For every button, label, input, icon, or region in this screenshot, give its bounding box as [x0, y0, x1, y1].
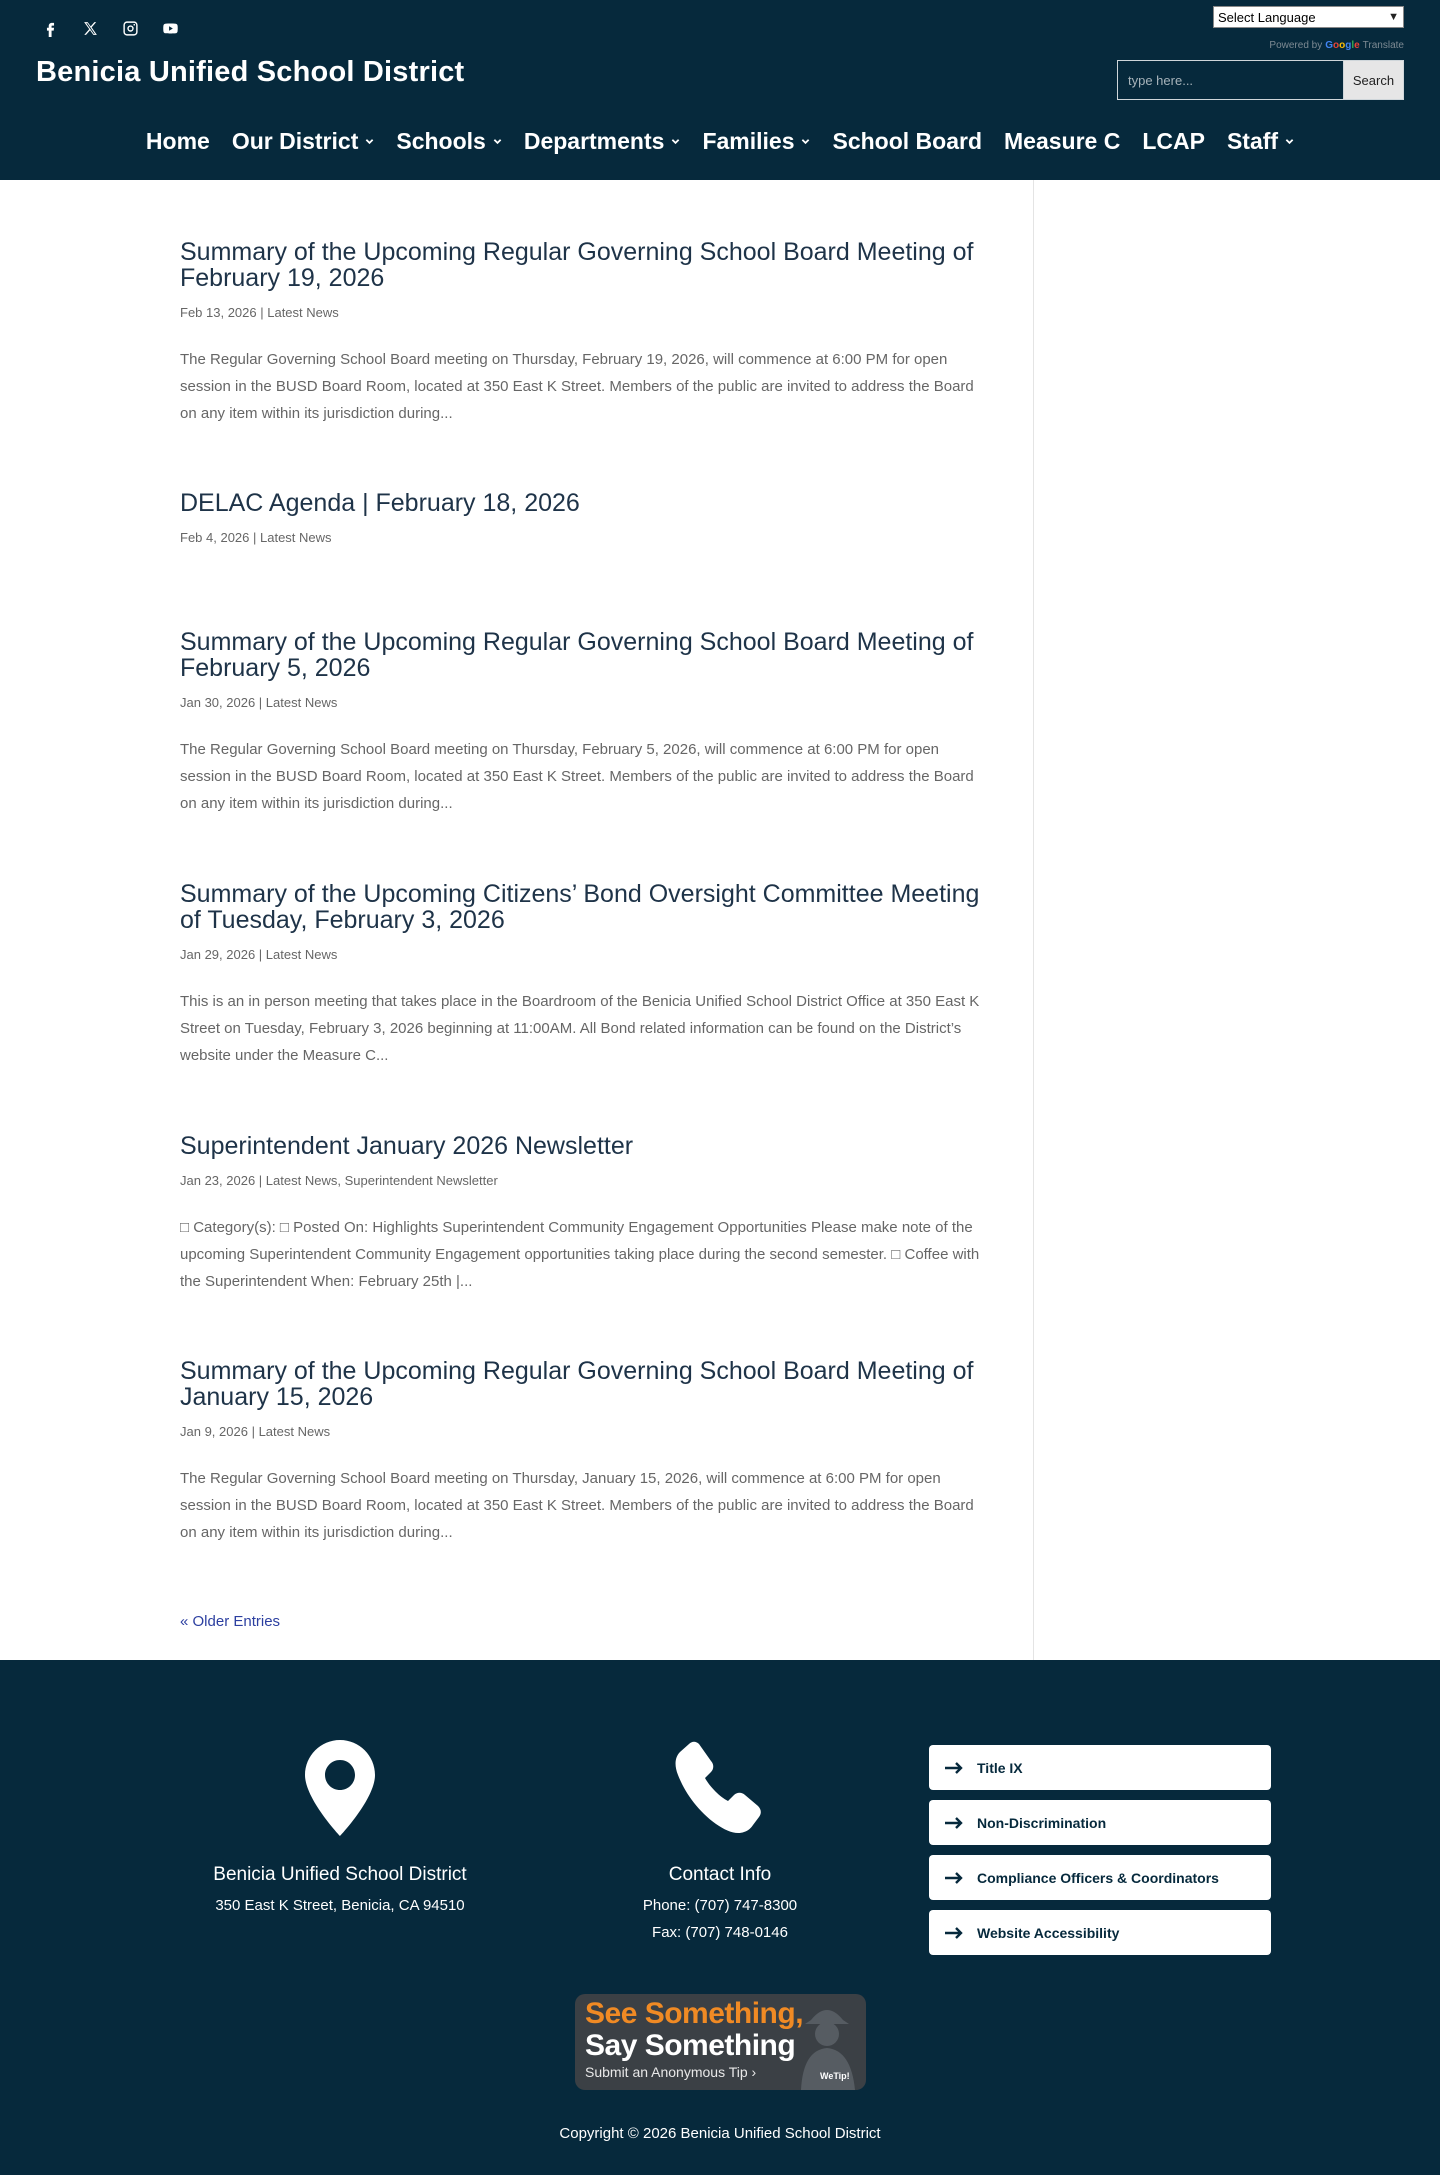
post-title[interactable]: DELAC Agenda | February 18, 2026 [180, 489, 580, 517]
post-meta [180, 530, 980, 545]
post-category[interactable]: Latest News [265, 1173, 338, 1188]
instagram-icon[interactable] [116, 14, 144, 42]
search-form [1117, 60, 1404, 100]
footer-link-non-discrimination[interactable] [929, 1800, 1271, 1845]
copyright: Copyright © 2026 Benicia Unified School District [559, 2125, 881, 2142]
tip-banner-line1: See Something, [585, 1997, 804, 2030]
post-category[interactable]: Latest News [265, 947, 338, 962]
facebook-icon[interactable] [36, 14, 64, 42]
footer-location [140, 1740, 540, 1919]
chevron-down-icon [801, 137, 810, 146]
chevron-down-icon [493, 137, 502, 146]
nav-label: Departments [523, 128, 665, 154]
sidebar-divider [1033, 180, 1034, 1660]
nav-item-our-district[interactable] [232, 128, 375, 155]
powered-by-label: Powered by [1269, 40, 1323, 51]
post-category[interactable]: Latest News [265, 695, 338, 710]
nav-label: Staff [1226, 128, 1279, 154]
footer-link-label: Compliance Officers & Coordinators [977, 1869, 1219, 1886]
language-select[interactable] [1213, 6, 1404, 28]
post-meta [180, 1424, 980, 1439]
arrow-right-icon [945, 1871, 965, 1885]
footer-link-label: Title IX [977, 1759, 1023, 1776]
map-pin-icon [140, 1740, 540, 1836]
nav-label: School Board [832, 128, 982, 154]
chevron-down-icon [671, 137, 680, 146]
language-select-value: Select Language [1218, 9, 1316, 25]
post-entry [180, 1358, 980, 1546]
footer-link-label: Non-Discrimination [977, 1814, 1107, 1831]
post-entry [180, 1133, 980, 1295]
search-button[interactable]: Search [1343, 60, 1404, 100]
chevron-down-icon [1285, 137, 1294, 146]
post-excerpt: The Regular Governing School Board meeting on Thursday, February 19, 2026, will commence at 6:00 PM for open session in the BUSD Board Room, located at 350 East K Street. Members of the public are invited to address the Board on any item within its jurisdiction during... [180, 351, 974, 422]
category-separator: , [337, 1173, 345, 1188]
arrow-right-icon [945, 1926, 965, 1940]
footer-links [929, 1745, 1271, 1965]
footer-link-label: Website Accessibility [977, 1924, 1120, 1941]
search-input[interactable] [1117, 60, 1343, 100]
tip-banner-brand: WeTip! [820, 2071, 850, 2081]
post-entry [180, 629, 980, 817]
main-nav [0, 128, 1440, 155]
x-icon[interactable] [76, 14, 104, 42]
nav-label: Home [145, 128, 210, 154]
site-footer [0, 1660, 1440, 2175]
post-title[interactable]: Superintendent January 2026 Newsletter [180, 1132, 634, 1160]
meta-separator: | [247, 1424, 259, 1439]
post-title[interactable]: Summary of the Upcoming Regular Governing School Board Meeting of February 19, 2026 [180, 238, 974, 292]
post-title[interactable]: Summary of the Upcoming Citizens’ Bond Oversight Committee Meeting of Tuesday, February 3, 2026 [180, 880, 980, 934]
chevron-down-icon: ▼ [1388, 11, 1399, 23]
post-excerpt: The Regular Governing School Board meeting on Thursday, January 15, 2026, will commence at 6:00 PM for open session in the BUSD Board Room, located at 350 East K Street. Members of the public are invited to address the Board on any item within its jurisdiction during... [180, 1470, 974, 1541]
post-entry [180, 490, 980, 545]
post-category[interactable]: Superintendent Newsletter [344, 1173, 498, 1188]
nav-label: Schools [396, 128, 486, 154]
powered-by-google-translate [1253, 40, 1404, 51]
chevron-down-icon [365, 137, 374, 146]
footer-link-website-accessibility[interactable] [929, 1910, 1271, 1955]
site-header [0, 0, 1440, 180]
post-date: Jan 29, 2026 [180, 947, 256, 962]
nav-label: Measure C [1004, 128, 1121, 154]
post-title[interactable]: Summary of the Upcoming Regular Governing School Board Meeting of January 15, 2026 [180, 1357, 974, 1411]
meta-separator: | [255, 695, 266, 710]
nav-label: LCAP [1142, 128, 1205, 154]
tip-banner-line3: Submit an Anonymous Tip › [585, 2064, 757, 2080]
footer-fax: Fax: (707) 748-0146 [652, 1924, 788, 1941]
nav-label: Our District [231, 128, 359, 154]
anonymous-tip-banner[interactable] [575, 1994, 866, 2090]
footer-contact-heading: Contact Info [668, 1864, 772, 1885]
phone-icon [520, 1740, 920, 1836]
post-excerpt: □ Category(s): □ Posted On: Highlights Superintendent Community Engagement Opportunities Please make note of the upcoming Superintendent Community Engagement opportunities taking place during the second semester. □ Coffee with the Superintendent When: February 25th |... [180, 1219, 980, 1290]
footer-phone[interactable]: Phone: (707) 747-8300 [642, 1897, 798, 1914]
site-title[interactable]: Benicia Unified School District [36, 56, 465, 88]
post-meta [180, 305, 980, 320]
nav-item-departments[interactable] [524, 128, 681, 155]
meta-separator: | [249, 530, 260, 545]
nav-item-home[interactable] [146, 128, 210, 155]
post-date: Feb 4, 2026 [180, 530, 250, 545]
arrow-right-icon [945, 1816, 965, 1830]
footer-address: 350 East K Street, Benicia, CA 94510 [215, 1897, 465, 1914]
footer-location-heading: Benicia Unified School District [213, 1864, 467, 1885]
social-links [36, 14, 184, 42]
nav-item-staff[interactable] [1227, 128, 1294, 155]
post-category[interactable]: Latest News [260, 530, 332, 545]
arrow-right-icon [945, 1761, 965, 1775]
google-logo: Google [1325, 40, 1360, 51]
nav-item-families[interactable] [702, 128, 810, 155]
youtube-icon[interactable] [156, 14, 184, 42]
nav-item-measure-c[interactable] [1004, 128, 1120, 155]
post-category[interactable]: Latest News [267, 305, 339, 320]
post-date: Jan 23, 2026 [180, 1173, 256, 1188]
post-title[interactable]: Summary of the Upcoming Regular Governing School Board Meeting of February 5, 2026 [180, 628, 974, 682]
post-entry [180, 239, 980, 427]
nav-item-school-board[interactable] [832, 128, 982, 155]
post-category[interactable]: Latest News [258, 1424, 331, 1439]
post-date: Feb 13, 2026 [180, 305, 257, 320]
older-entries-link[interactable]: « Older Entries [180, 1613, 281, 1630]
footer-link-compliance-officers[interactable] [929, 1855, 1271, 1900]
translate-link[interactable]: Translate [1362, 40, 1404, 51]
footer-link-title-ix[interactable] [929, 1745, 1271, 1790]
post-meta [180, 947, 980, 962]
post-entry [180, 881, 980, 1069]
nav-item-lcap[interactable] [1142, 128, 1205, 155]
post-excerpt: The Regular Governing School Board meeting on Thursday, February 5, 2026, will commence at 6:00 PM for open session in the BUSD Board Room, located at 350 East K Street. Members of the public are invited to address the Board on any item within its jurisdiction during... [180, 741, 974, 812]
post-date: Jan 9, 2026 [180, 1424, 248, 1439]
post-excerpt: This is an in person meeting that takes place in the Boardroom of the Benicia Unified School District Office at 350 East K Street on Tuesday, February 3, 2026 beginning at 11:00AM. All Bond related information can be found on the District’s website under the Measure C... [180, 993, 980, 1064]
post-date: Jan 30, 2026 [180, 695, 256, 710]
nav-label: Families [702, 128, 795, 154]
meta-separator: | [256, 305, 268, 320]
meta-separator: | [255, 1173, 266, 1188]
nav-item-schools[interactable] [396, 128, 501, 155]
tip-banner-line2: Say Something [585, 2029, 796, 2062]
post-meta [180, 1173, 980, 1188]
meta-separator: | [255, 947, 266, 962]
post-meta [180, 695, 980, 710]
footer-contact [520, 1740, 920, 1946]
